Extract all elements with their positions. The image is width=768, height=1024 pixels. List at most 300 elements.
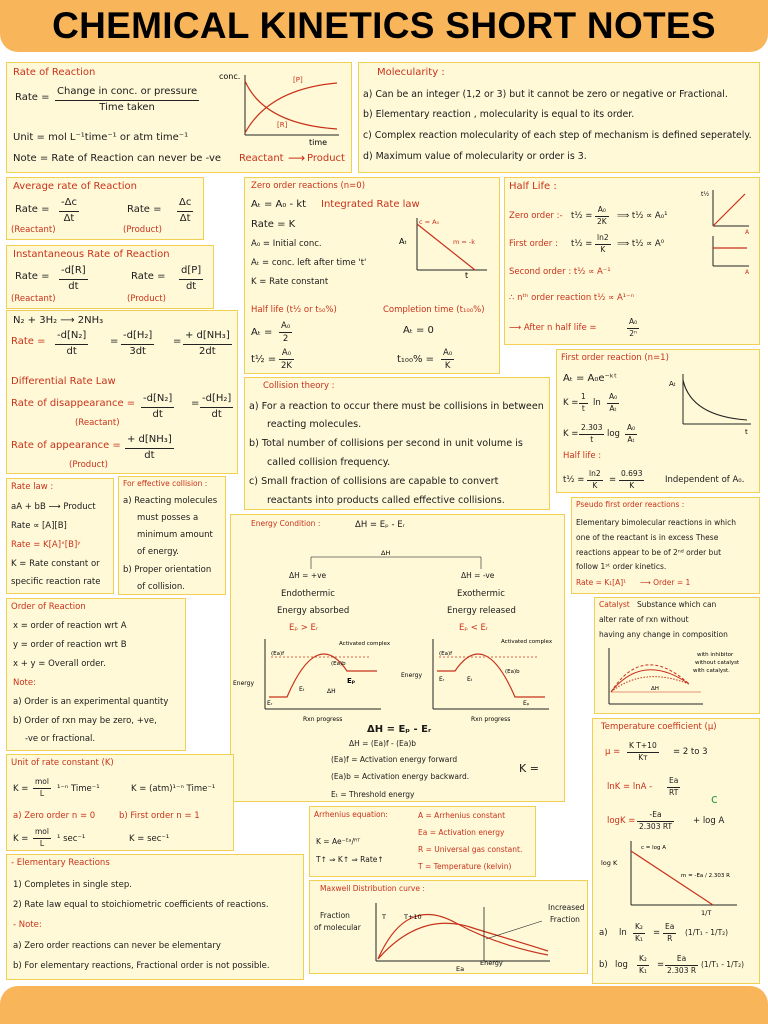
reaction: aA + bB ⟶ Product xyxy=(11,502,96,512)
g-x: 1/T xyxy=(701,909,712,917)
point-d: d) Maximum value of molecularity or order is 3. xyxy=(363,151,587,162)
rate-eq: Rate = K₁[A]¹ xyxy=(576,578,627,587)
point-b2: of collision. xyxy=(137,582,185,592)
b-t: (1/T₁ - 1/T₂) xyxy=(701,960,745,969)
k2-label: K = xyxy=(563,429,579,439)
legend-1: (Ea)f = Activation energy forward xyxy=(331,755,458,764)
endo-condition: Eₚ > Eᵣ xyxy=(289,623,319,633)
point-a2: reacting molecules. xyxy=(267,419,362,430)
numerator: d[P] xyxy=(179,264,203,280)
logk-frac xyxy=(637,810,674,833)
with-inhibitor: with inhibitor xyxy=(697,652,734,658)
dis-n2 xyxy=(141,392,174,422)
nth-label: ∴ nᵗʰ order reaction t½ ∝ A¹⁻ⁿ xyxy=(509,293,635,303)
heading: Pseudo first order reactions : xyxy=(576,500,685,509)
reactant-note: (Reactant) xyxy=(75,418,120,428)
g-c: c = log A xyxy=(641,845,667,851)
denominator: dt xyxy=(144,449,155,461)
rate-numerator: Change in conc. or pressure xyxy=(55,85,199,101)
dh-label: ΔH xyxy=(651,686,659,692)
denominator: Δt xyxy=(179,212,191,224)
t100-frac xyxy=(441,347,454,373)
after-frac xyxy=(627,317,639,340)
point-b2: called collision frequency. xyxy=(267,457,391,468)
legend-2: (Ea)b = Activation energy backward. xyxy=(331,772,470,781)
graph-x-label: t xyxy=(465,271,469,280)
heading: Order of Reaction xyxy=(11,602,86,612)
reactant-note: (Reactant) xyxy=(11,294,56,304)
n2-reaction-box xyxy=(6,310,238,474)
r-def: R = Universal gas constant. xyxy=(418,845,523,854)
xy-def: x + y = Overall order. xyxy=(13,659,106,669)
line-2: 2) Rate law equal to stoichiometric coefficients of reactions. xyxy=(13,900,269,910)
ea-b: (Ea)b xyxy=(331,661,346,667)
g-m: m = -Ea / 2.303 R xyxy=(681,873,730,879)
unit-line: Unit = mol L⁻¹time⁻¹ or atm time⁻¹ xyxy=(13,132,189,143)
reactant-note: (Reactant) xyxy=(11,225,56,235)
frac-1: Fraction xyxy=(320,911,350,920)
kz-label: K = xyxy=(13,834,29,844)
mu-range: = 2 to 3 xyxy=(673,747,708,757)
denominator: dt xyxy=(211,408,222,420)
a-ln: ln xyxy=(619,928,627,938)
first-frac xyxy=(595,233,611,256)
t-label: T xyxy=(382,913,386,921)
thalf-frac xyxy=(279,347,294,373)
exo-energy: Energy released xyxy=(447,606,516,616)
point-a: a) For a reaction to occur there must be collisions in between xyxy=(249,401,544,412)
line-2: alter rate of rxn without xyxy=(599,615,689,624)
denominator: Kᴛ xyxy=(638,752,648,762)
catalyst-graph xyxy=(599,644,757,712)
product-note: (Product) xyxy=(127,294,166,304)
note-b: b) For elementary reactions, Fractional order is not possible. xyxy=(13,961,270,971)
formula-2: ΔH = (Ea)f - (Ea)b xyxy=(349,739,417,748)
half-life-box xyxy=(504,177,760,345)
energy-condition-box xyxy=(230,514,565,802)
reactant-label: Reactant xyxy=(239,153,284,164)
axis-y-label: conc. xyxy=(219,72,241,81)
k1-rest: ¹⁻ⁿ Time⁻¹ xyxy=(57,784,100,794)
disappearance-label: Rate of disappearance = xyxy=(11,398,136,409)
curve-r-label: [R] xyxy=(277,121,288,129)
numerator: A₀ xyxy=(595,205,609,217)
point-b: b) Total number of collisions per second in unit volume is xyxy=(249,438,523,449)
product-note: (Product) xyxy=(69,460,108,470)
lnk-label: lnK = lnA - xyxy=(607,782,653,792)
at-def: Aₜ = conc. left after time 't' xyxy=(251,258,367,268)
arrhenius-box xyxy=(309,806,536,877)
numerator: 2.303 xyxy=(579,423,604,435)
effective-collision-box xyxy=(118,476,226,595)
numerator: A₀ xyxy=(279,320,292,333)
activated-label: Activated complex xyxy=(501,639,553,645)
half-life-mini-graphs xyxy=(701,186,757,286)
mu-label: μ = xyxy=(605,747,621,757)
zero-eq: t½ = xyxy=(571,211,593,221)
denominator: 2dt xyxy=(199,345,216,357)
g1-x: A xyxy=(745,229,750,236)
denominator: t xyxy=(590,434,594,444)
first-label: First order : xyxy=(509,239,558,249)
point-b: b) Elementary reaction , molecularity is equal to its order. xyxy=(363,109,635,120)
title-banner xyxy=(0,0,768,52)
numerator: -d[N₂] xyxy=(141,392,174,408)
numerator: A₀ xyxy=(627,317,639,329)
note-line: Note = Rate of Reaction can never be -ve xyxy=(13,153,222,164)
heading: Rate law : xyxy=(11,482,54,492)
reactant-fraction xyxy=(59,196,79,226)
page-title: CHEMICAL KINETICS SHORT NOTES xyxy=(52,5,716,46)
numerator: -Ea xyxy=(637,810,674,822)
kf-def: K = sec⁻¹ xyxy=(129,834,170,844)
numerator: A₀ xyxy=(441,347,454,360)
at-half: Aₜ = xyxy=(251,327,273,338)
maxwell-curve xyxy=(366,899,556,973)
t100-label: t₁₀₀% = xyxy=(397,354,435,365)
er: Eᵣ xyxy=(267,700,273,707)
kz-frac xyxy=(33,827,51,850)
rate-label-reactant: Rate = xyxy=(15,204,50,215)
point-a: a) Reacting molecules xyxy=(123,496,218,506)
eqs: = xyxy=(609,475,617,485)
heading: Catalyst xyxy=(599,600,630,609)
numerator: + d[NH₃] xyxy=(125,433,174,449)
zero-order-graph xyxy=(395,214,495,280)
denominator: K xyxy=(600,244,606,254)
k-eq: K = xyxy=(519,762,539,775)
endothermic-profile xyxy=(231,633,396,725)
zero-order: a) Zero order n = 0 xyxy=(13,811,96,821)
numerator: 0.693 xyxy=(619,469,644,481)
term-nh3 xyxy=(183,329,232,359)
et: Eₜ xyxy=(299,686,305,693)
note-b: b) Order of rxn may be zero, +ve, xyxy=(13,716,157,726)
line-3: having any change in composition xyxy=(599,630,728,639)
inc-2: Fraction xyxy=(550,915,580,924)
numerator: mol xyxy=(33,777,51,789)
equation: N₂ + 3H₂ ⟶ 2NH₃ xyxy=(13,315,104,326)
ea-f: (Ea)f xyxy=(271,651,285,657)
heading: Instantaneous Rate of Reaction xyxy=(13,249,170,260)
dis-h2 xyxy=(200,392,233,422)
rate-label: Rate = xyxy=(15,92,50,103)
graph-y-label: Aₜ xyxy=(669,380,676,388)
rate-fraction xyxy=(55,85,199,115)
exo-condition: Eₚ < Eᵣ xyxy=(459,623,489,633)
denominator: 2ⁿ xyxy=(629,328,637,338)
denominator: 2K xyxy=(597,216,607,226)
energy-label: Energy xyxy=(480,959,503,967)
denominator: 2.303 RT xyxy=(639,821,673,831)
rate-denominator: Time taken xyxy=(99,101,155,113)
exothermic-profile xyxy=(399,633,564,725)
numerator: 1 xyxy=(579,392,588,404)
t-rel: T↑ ⇒ K↑ ⇒ Rate↑ xyxy=(316,855,384,864)
g2-x: A xyxy=(745,269,750,276)
rate-eq: Rate = K[A]ˣ[B]ʸ xyxy=(11,540,81,550)
k1-label: K = xyxy=(13,784,29,794)
product-fraction xyxy=(177,196,193,226)
rate-label: Rate = xyxy=(11,336,46,347)
order-of-reaction-box xyxy=(6,598,186,751)
exo-label: Exothermic xyxy=(457,589,505,599)
point-a3: minimum amount xyxy=(137,530,213,540)
et: Eₜ xyxy=(467,676,473,683)
term-n2 xyxy=(55,329,88,359)
thalf-label: t½ = xyxy=(563,475,585,485)
point-b: b) Proper orientation xyxy=(123,565,212,575)
point-a: a) Can be an integer (1,2 or 3) but it cannot be zero or negative or Fractional. xyxy=(363,89,728,100)
denominator: K₁ xyxy=(635,933,643,943)
point-c: c) Small fraction of collisions are capable to convert xyxy=(249,476,499,487)
line-4: follow 1ˢᵗ order kinetics. xyxy=(576,562,667,571)
exo-dh: ΔH = -ve xyxy=(461,571,495,580)
conc-time-graph xyxy=(219,69,349,147)
k2b-frac xyxy=(625,423,637,446)
k1a-frac xyxy=(579,392,588,415)
denominator: 2 xyxy=(282,334,289,345)
k2a-frac xyxy=(579,423,604,446)
zero-frac xyxy=(595,205,609,228)
g-y: log K xyxy=(601,859,618,867)
numerator: K T+10 xyxy=(627,741,659,753)
ea-b: (Ea)b xyxy=(505,669,520,675)
graph-m-label: m = -k xyxy=(453,238,476,246)
numerator: -d[H₂] xyxy=(200,392,233,408)
instantaneous-rate-box xyxy=(6,245,214,309)
denominator: Δt xyxy=(63,212,75,224)
denominator: Aₜ xyxy=(609,403,617,413)
denominator: K₁ xyxy=(639,965,647,975)
numerator: A₀ xyxy=(279,347,294,360)
rate-k: Rate = K xyxy=(251,219,296,230)
numerator: + d[NH₃] xyxy=(183,329,232,345)
at-half-frac xyxy=(279,320,292,346)
k1b-frac xyxy=(607,392,619,415)
half-life-label: Half life (t½ or t₅₀%) xyxy=(251,305,337,315)
appearance-label: Rate of appearance = xyxy=(11,440,121,451)
dh-top: ΔH xyxy=(381,549,391,557)
note-a: a) Order is an experimental quantity xyxy=(13,697,169,707)
catalyst-box xyxy=(594,597,760,714)
app-nh3 xyxy=(125,433,174,463)
note-label: - Note: xyxy=(13,920,42,930)
heading: Molecularity : xyxy=(377,67,445,78)
k-eq: K = Ae⁻ᴱᵃ/ᴿᵀ xyxy=(316,837,361,846)
progress: Rxn progress xyxy=(471,716,511,723)
first-order-box xyxy=(556,349,760,493)
at-zero: Aₜ = 0 xyxy=(403,325,434,336)
mu-frac xyxy=(627,741,659,764)
integrated-eq: Aₜ = A₀ - kt xyxy=(251,199,307,210)
a-frac xyxy=(633,922,645,945)
denominator: L xyxy=(39,788,45,798)
denominator: 2.303 R xyxy=(667,965,697,975)
ep: Eₚ xyxy=(523,700,530,707)
line-1: 1) Completes in single step. xyxy=(13,880,132,890)
legend-3: Eₜ = Threshold energy xyxy=(331,790,415,799)
heading: Half Life : xyxy=(509,181,557,192)
average-rate-box xyxy=(6,177,204,240)
numerator: Δc xyxy=(177,196,193,212)
pseudo-first-order-box xyxy=(571,497,760,594)
note-b2: -ve or fractional. xyxy=(25,734,96,744)
b-ea-frac xyxy=(665,954,698,977)
first-order: b) First order n = 1 xyxy=(119,811,200,821)
graph-x-label: t xyxy=(745,428,748,436)
completion-label: Completion time (t₁₀₀%) xyxy=(383,305,485,315)
denominator: dt xyxy=(68,280,79,292)
heading: Collision theory : xyxy=(263,381,335,391)
zero-label: Zero order :- xyxy=(509,211,563,221)
a-t: (1/T₁ - 1/T₂) xyxy=(685,928,729,937)
without-catalyst: without catalyst xyxy=(695,660,740,666)
a-label: a) xyxy=(599,928,608,938)
denominator: dt xyxy=(185,280,197,292)
b-eq: = xyxy=(657,960,665,970)
unit-rate-constant-box xyxy=(6,754,234,851)
progress: Rxn progress xyxy=(303,716,343,723)
numerator: -Δc xyxy=(59,196,79,212)
g1-y: t½ xyxy=(701,191,710,198)
numerator: A₀ xyxy=(607,392,619,404)
dh: ΔH xyxy=(327,688,336,695)
half-label: Half life : xyxy=(563,451,602,461)
t10-label: T+10 xyxy=(404,913,422,921)
note-label: Note: xyxy=(13,678,36,688)
numerator: -d[H₂] xyxy=(121,329,154,345)
denominator: t xyxy=(581,403,585,413)
indep-label: Independent of A₀. xyxy=(665,475,745,485)
product-note: (Product) xyxy=(123,225,162,235)
k1-frac xyxy=(33,777,51,800)
b-log: log xyxy=(615,960,628,970)
thalf-label: t½ = xyxy=(251,354,277,365)
c-mark: c xyxy=(711,792,718,806)
denominator: Aₜ xyxy=(627,434,635,444)
arrow-label: ⟶ xyxy=(288,151,306,165)
numerator: Ea xyxy=(667,776,680,788)
frac-2: of molecular xyxy=(314,923,361,932)
numerator: Ea xyxy=(665,954,698,966)
denominator: K xyxy=(629,480,635,490)
numerator: A₀ xyxy=(625,423,637,435)
integrated-label: Integrated Rate law xyxy=(321,199,420,210)
equals-2: = xyxy=(173,336,182,347)
numerator: -d[R] xyxy=(59,264,88,280)
th2-frac xyxy=(619,469,644,492)
k2-def: K = (atm)¹⁻ⁿ Time⁻¹ xyxy=(131,784,216,794)
heading: Maxwell Distribution curve : xyxy=(320,884,425,893)
denominator: 3dt xyxy=(129,345,146,357)
rate-law-box xyxy=(6,478,114,594)
arrhenius-plot xyxy=(601,837,751,919)
formula-1: ΔH = Eₚ - Eᵣ xyxy=(367,724,432,735)
k1-label: K = xyxy=(563,398,579,408)
denominator: dt xyxy=(66,345,77,357)
k-def2: specific reaction rate xyxy=(11,577,101,587)
order-eq: ⟶ Order = 1 xyxy=(640,578,691,587)
point-a4: of energy. xyxy=(137,547,180,557)
second-label: Second order : t½ ∝ A⁻¹ xyxy=(509,267,611,277)
ep: Eₚ xyxy=(347,677,356,685)
energy-branch-lines xyxy=(231,515,565,585)
heading: Unit of rate constant (K) xyxy=(11,758,114,768)
numerator: mol xyxy=(33,827,51,839)
denominator: K xyxy=(592,480,598,490)
product-label: Product xyxy=(307,153,345,164)
after-label: ⟶ After n half life = xyxy=(509,323,597,333)
curve-p-label: [P] xyxy=(293,76,303,84)
rate-label-product: Rate = xyxy=(131,271,166,282)
denominator: L xyxy=(39,838,45,848)
a0-def: A₀ = Initial conc. xyxy=(251,239,322,249)
th1-frac xyxy=(587,469,603,492)
line-3: reactions appear to be of 2ⁿᵈ order but xyxy=(576,548,722,557)
maxwell-distribution-box xyxy=(309,880,588,974)
heading: Arrhenius equation: xyxy=(314,810,388,819)
heading: First order reaction (n=1) xyxy=(561,353,669,363)
note-a: a) Zero order reactions can never be elementary xyxy=(13,941,221,951)
ln-label: ln xyxy=(593,398,601,408)
dis-equals: = xyxy=(191,398,200,409)
rate-label-product: Rate = xyxy=(127,204,162,215)
ea-label: Ea xyxy=(456,965,465,973)
integrated-eq: Aₜ = A₀e⁻ᵏᵗ xyxy=(563,373,618,384)
graph-c-label: c = A₀ xyxy=(419,218,440,226)
term-h2 xyxy=(121,329,154,359)
first-prop: ⟹ t½ ∝ A⁰ xyxy=(617,239,665,249)
line-2: one of the reactant is in excess These xyxy=(576,533,719,542)
logk-rest: + log A xyxy=(693,816,725,826)
ea-f: (Ea)f xyxy=(439,651,453,657)
point-c: c) Complex reaction molecularity of each step of mechanism is defined seperately. xyxy=(363,130,752,141)
endo-energy: Energy absorbed xyxy=(277,606,350,616)
temperature-coefficient-box xyxy=(592,718,760,984)
heading: Energy Condition : xyxy=(251,519,321,528)
log-label: log xyxy=(607,429,620,439)
k-def: K = Rate constant or xyxy=(11,559,100,569)
heading: - Elementary Reactions xyxy=(11,858,110,868)
rate-label-reactant: Rate = xyxy=(15,271,50,282)
dh-def: ΔH = Eₚ - Eᵣ xyxy=(355,520,405,530)
rate-of-reaction-box xyxy=(6,62,352,173)
line-1: Elementary bimolecular reactions in which xyxy=(576,518,736,527)
with-catalyst: with catalyst. xyxy=(693,668,730,674)
y-def: y = order of reaction wrt B xyxy=(13,640,127,650)
x-def: x = order of reaction wrt A xyxy=(13,621,127,631)
product-fraction xyxy=(179,264,203,294)
point-a2: must posses a xyxy=(137,513,199,523)
footer-banner xyxy=(0,986,768,1024)
numerator: K₂ xyxy=(637,954,649,966)
kz-rest: ¹ sec⁻¹ xyxy=(57,834,86,844)
graph-y-label: Aₜ xyxy=(399,237,407,246)
endo-dh: ΔH = +ve xyxy=(289,571,327,580)
logk-label: logK = xyxy=(607,816,636,826)
heading: For effective collision : xyxy=(123,479,208,488)
numerator: ln2 xyxy=(595,233,611,245)
denominator: RT xyxy=(669,787,679,797)
inc-1: Increased xyxy=(548,903,585,912)
axis-x-label: time xyxy=(309,138,328,147)
numerator: ln2 xyxy=(587,469,603,481)
zero-order-box xyxy=(244,177,500,374)
a-ea-frac xyxy=(663,922,676,945)
energy-axis: Energy xyxy=(401,672,423,679)
heading: Average rate of Reaction xyxy=(13,181,137,192)
